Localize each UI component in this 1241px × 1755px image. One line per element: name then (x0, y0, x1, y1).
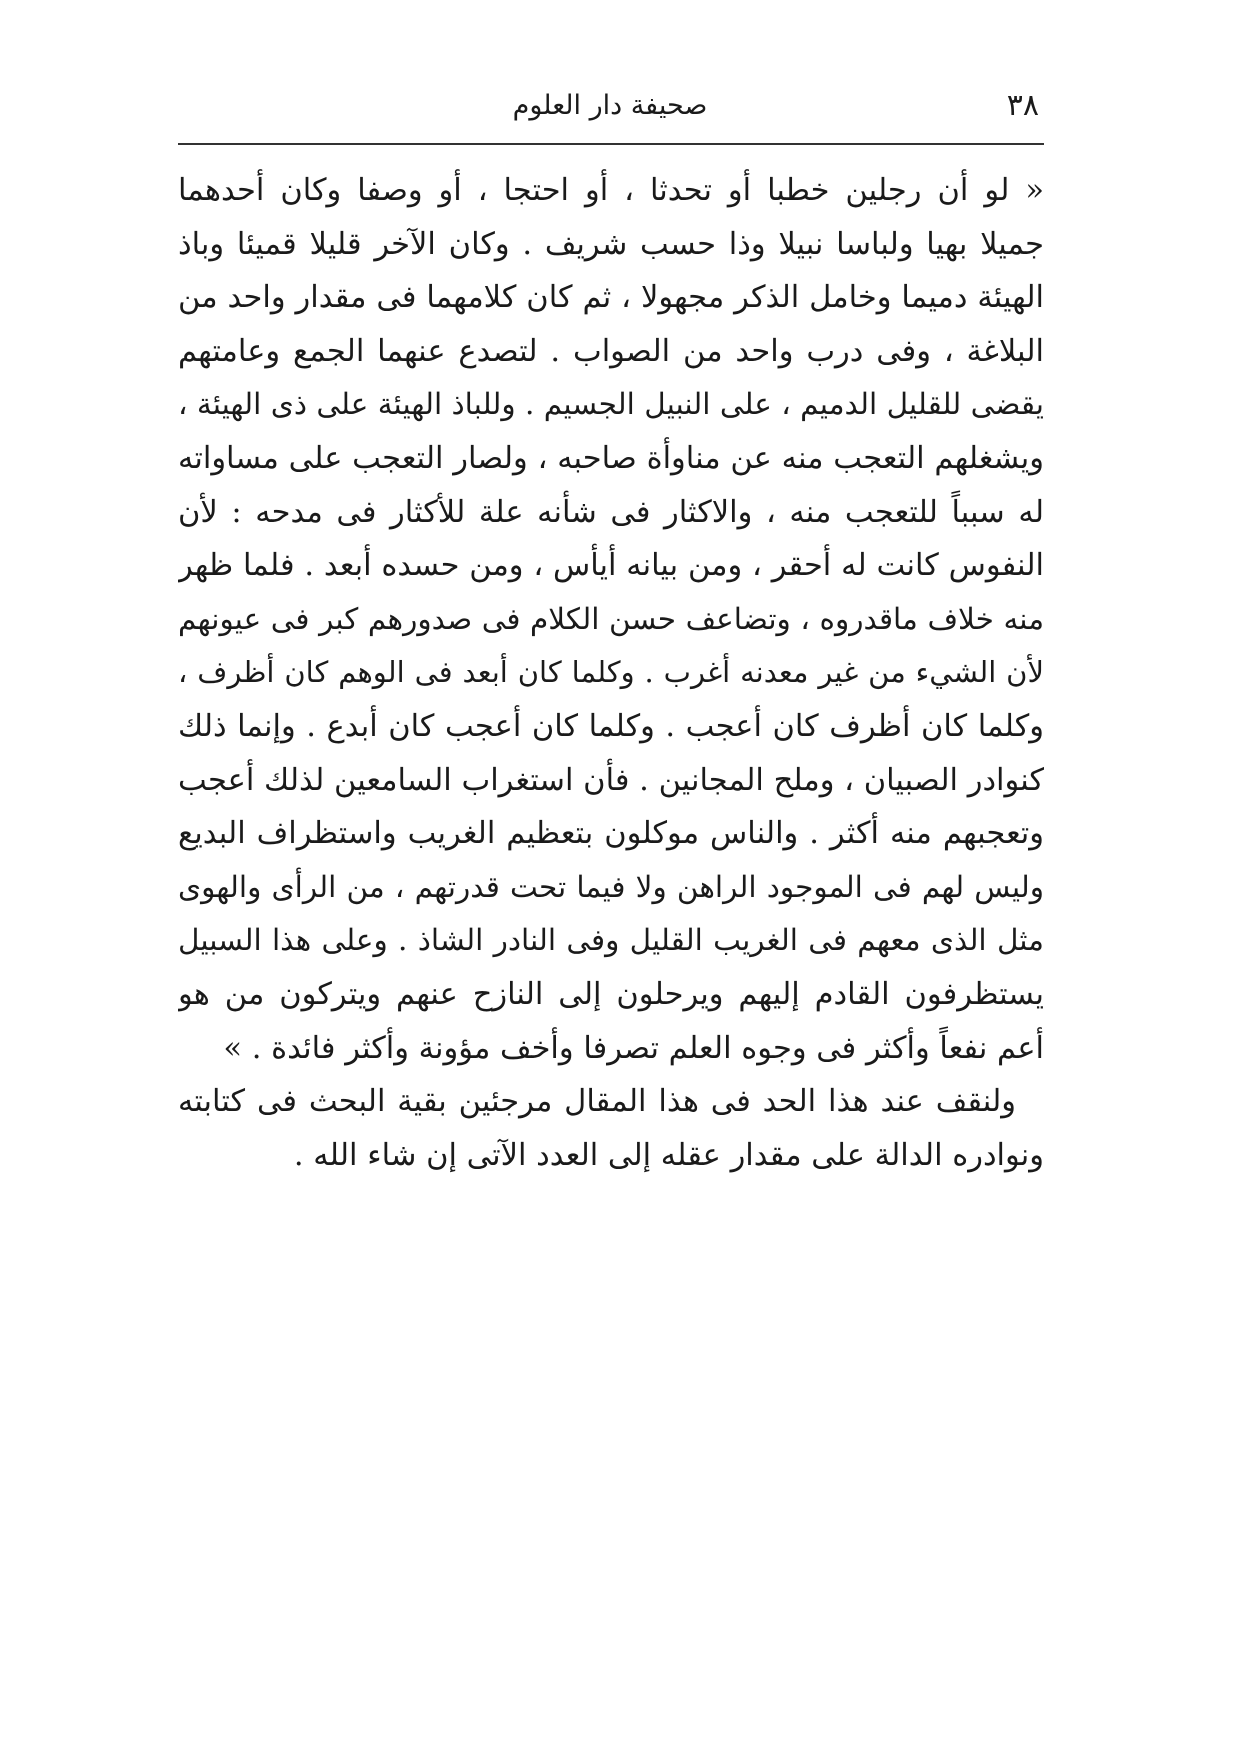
text-line: أعم نفعاً وأكثر فى وجوه العلم تصرفا وأخف مؤونة وأكثر فائدة . » (223, 1030, 1044, 1066)
text-line: له سبباً للتعجب منه ، والاكثار فى شأنه علة للأكثار فى مدحه : لأن (178, 494, 1044, 530)
page-number: ٣٨ (1006, 88, 1039, 123)
text-line: وتعجبهم منه أكثر . والناس موكلون بتعظيم الغريب واستظراف البديع (178, 816, 1044, 852)
text-line: ولنقف عند هذا الحد فى هذا المقال مرجئين بقية البحث فى كتابته (178, 1084, 1016, 1120)
header-rule (178, 143, 1044, 145)
text-line: ويشغلهم التعجب منه عن مناوأة صاحبه ، ولصار التعجب على مساواته (178, 440, 1044, 476)
page-header (175, 88, 1045, 132)
text-line: لأن الشيء من غير معدنه أغرب . وكلما كان أبعد فى الوهم كان أظرف ، (178, 655, 1044, 690)
text-line: منه خلاف ماقدروه ، وتضاعف حسن الكلام فى صدورهم كبر فى عيونهم (178, 601, 1044, 636)
text-line: النفوس كانت له أحقر ، ومن بيانه أيأس ، ومن حسده أبعد . فلما ظهر (178, 548, 1044, 584)
text-line: « لو أن رجلين خطبا أو تحدثا ، أو احتجا ، أو وصفا وكان أحدهما (178, 173, 1044, 208)
text-line: وكلما كان أظرف كان أعجب . وكلما كان أعجب كان أبدع . وإنما ذلك (178, 708, 1044, 744)
text-line: يقضى للقليل الدميم ، على النبيل الجسيم . وللباذ الهيئة على ذى الهيئة ، (178, 387, 1044, 422)
text-line: يستظرفون القادم إليهم ويرحلون إلى النازح عنهم ويتركون من هو (178, 976, 1044, 1012)
body-text (178, 164, 1044, 1182)
running-title: صحيفة دار العلوم (512, 90, 708, 121)
text-line: ونوادره الدالة على مقدار عقله إلى العدد الآتى إن شاء الله . (293, 1137, 1044, 1173)
text-line: جميلا بهيا ولباسا نبيلا وذا حسب شريف . وكان الآخر قليلا قميئا وباذ (178, 226, 1044, 262)
text-line: كنوادر الصبيان ، وملح المجانين . فأن استغراب السامعين لذلك أعجب (178, 762, 1044, 798)
text-line: البلاغة ، وفى درب واحد من الصواب . لتصدع عنهما الجمع وعامتهم (178, 333, 1044, 369)
text-line: مثل الذى معهم فى الغريب القليل وفى النادر الشاذ . وعلى هذا السبيل (178, 923, 1044, 958)
text-line: الهيئة دميما وخامل الذكر مجهولا ، ثم كان كلامهما فى مقدار واحد من (178, 280, 1044, 316)
text-line: وليس لهم فى الموجود الراهن ولا فيما تحت قدرتهم ، من الرأى والهوى (178, 869, 1044, 904)
